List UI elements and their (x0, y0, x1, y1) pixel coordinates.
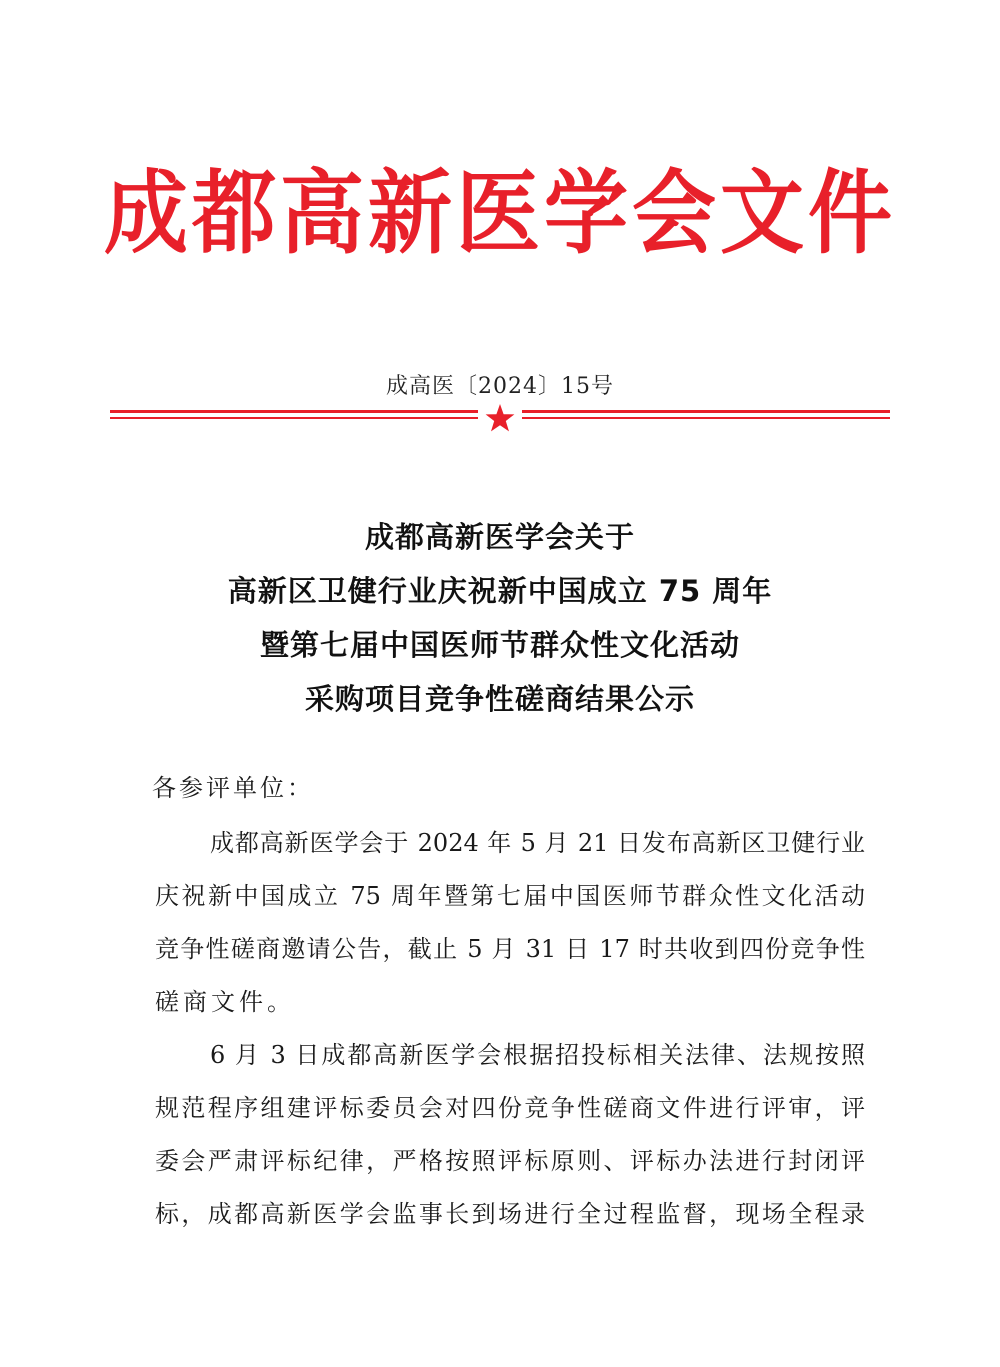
paragraph-1-line-1: 成都高新医学会于 2024 年 5 月 21 日发布高新区卫健行业 (210, 829, 865, 857)
title-line-1: 成都高新医学会关于 (364, 520, 635, 554)
paragraph-2-line-4: 标，成都高新医学会监事长到场进行全过程监督，现场全程录 (155, 1200, 865, 1228)
paragraph-2-line-3: 委会严肃评标纪律，严格按照评标原则、评标办法进行封闭评 (155, 1147, 865, 1175)
title-line-3: 暨第七届中国医师节群众性文化活动 (259, 628, 740, 662)
title-line-4: 采购项目竞争性磋商结果公示 (304, 682, 695, 716)
paragraph-1-line-4: 磋商文件。 (155, 988, 295, 1016)
red-star-icon (484, 402, 516, 434)
red-rule-left-thin (110, 417, 478, 419)
red-rule-right (522, 410, 890, 422)
title-line-2: 高新区卫健行业庆祝新中国成立 75 周年 (227, 574, 773, 608)
red-rule-left-thick (110, 410, 478, 413)
paragraph-1-line-3: 竞争性磋商邀请公告，截止 5 月 31 日 17 时共收到四份竞争性 (155, 935, 865, 963)
salutation: 各参评单位： (152, 774, 314, 802)
masthead-title: 成都高新医学会文件 (103, 160, 896, 266)
paragraph-2-line-2: 规范程序组建评标委员会对四份竞争性磋商文件进行评审，评 (155, 1094, 865, 1122)
red-rule-right-thick (522, 410, 890, 413)
document-number: 成高医〔2024〕15号 (386, 374, 614, 399)
red-rule-right-thin (522, 417, 890, 419)
paragraph-2-line-1: 6 月 3 日成都高新医学会根据招投标相关法律、法规按照 (210, 1041, 865, 1069)
notice-title (0, 510, 1000, 726)
paragraph-1-line-2: 庆祝新中国成立 75 周年暨第七届中国医师节群众性文化活动 (155, 882, 865, 910)
red-rule-left (110, 410, 478, 422)
